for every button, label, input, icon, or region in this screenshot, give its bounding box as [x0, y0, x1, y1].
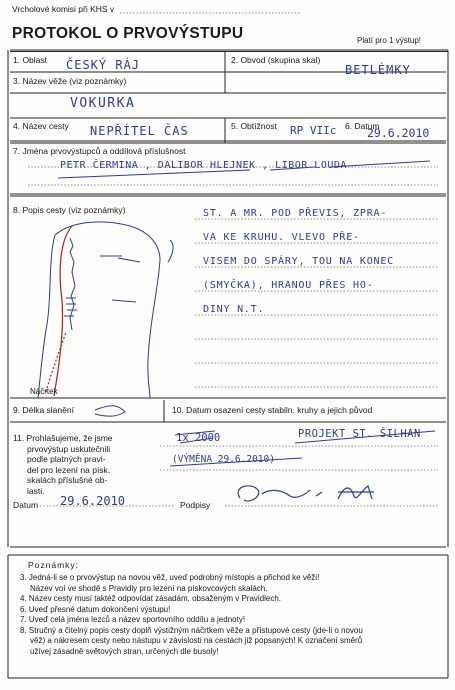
popis-label: 8. Popis cesty (viz poznámky) [13, 205, 126, 215]
prohlaseni-block [13, 433, 113, 496]
datum-value: 29.6.2010 [60, 494, 126, 508]
vez-label: 3. Název věže (viz poznámky) [13, 76, 127, 86]
delka-label: 9. Délka slanění [13, 405, 74, 415]
oblast-value: ČESKÝ RÁJ [66, 58, 141, 72]
prohlaseni-line: 11. Prohlašujeme, že jsme [13, 433, 113, 443]
note-item: Název voí ve shodě s Pravidly pro lezení na pískovcových skalách. [30, 583, 268, 593]
datum-label: Datum [13, 500, 39, 510]
note-item: 8. Stručný a čitelný popis cesty doplň výstižným náčrtkem věže a přístupové cesty (jde-li o novou [20, 625, 363, 635]
prohlaseni-line: prvovýstup uskutečnili [27, 443, 111, 454]
signatures [238, 486, 374, 501]
rappel-scribble [95, 406, 125, 416]
datum6-value: 29.6.2010 [367, 126, 430, 140]
cesta-value: NEPŘÍTEL ČAS [90, 124, 189, 138]
note-item: užívej zásadně světových stran, určených dle busoly! [30, 646, 219, 656]
route-line [46, 226, 72, 396]
page-title: PROTOKOL O PRVOVÝSTUPU [12, 25, 244, 42]
popis-line-5: DINY N.T. [203, 304, 265, 315]
osazeni-label: 10. Datum osazení cesty stabiln. kruhy a jejich původ [172, 405, 373, 415]
prohlaseni-line: podle platných pravi- [27, 454, 106, 464]
podpisy-label: Podpisy [180, 500, 211, 510]
obtiznost-value: RP VIIc [290, 124, 337, 137]
popis-line-2: VA KE KRUHU. VLEVO PŘE- [203, 232, 360, 243]
note-item: věž) a nákresem cesty nebo nástupu v závislosti na cestách již popsaných! K označení směrů [30, 636, 363, 645]
note-item: 3. Jedná-li se o prvovýstup na novou věž, uveď podrobný místopis a přichod ke věži! [20, 573, 320, 582]
popis-line-4: (SMYČKA), HRANOU PŘES HO- [203, 280, 374, 291]
osazeni-replacement: (VÝMĚNA 29.6.2010) [172, 454, 275, 465]
prohlaseni-line: lasti. [27, 485, 45, 496]
jmena-value: PETR ČERMINA , DALIBOR HLEJNEK , LIBOR LOUDA [60, 160, 347, 171]
note-item: 6. Uveď přesné datum dokončení výstupu! [20, 604, 171, 614]
osazeni-count: 1x 2000 [176, 432, 221, 444]
obtiznost-label: 5. Obtížnost [231, 121, 277, 131]
popis-line-1: ST. A MR. POD PŘEVIS, ZPRA- [203, 208, 388, 219]
popis-line-3: VISEM DO SPÁRY, TOU NA KONEC [203, 256, 394, 267]
notes-list [20, 573, 363, 657]
jmena-label: 7. Jména prvovýstupců a oddílová příslušnost [13, 146, 186, 156]
prohlaseni-line: del pro lezení na písk. [27, 464, 111, 475]
note-item: 4. Název cesty musí taktéž odpovídat zásadám, obsaženým v Pravidlech. [20, 594, 282, 603]
prohlaseni-line: skalách příslušné ob- [27, 475, 108, 485]
cesta-label: 4. Název cesty [13, 121, 69, 131]
route-marks [64, 298, 77, 316]
obvod-value: BETLÉMKY [345, 63, 411, 77]
oblast-label: 1. Oblast [13, 55, 48, 65]
obvod-label: 2. Obvod (skupina skal) [231, 55, 321, 65]
committee-label: Vrcholové komisi při KHS v [12, 4, 115, 14]
note-item: 7. Uveď celá jména lezců a název sportovního oddílu a jednoty! [20, 615, 246, 624]
osazeni-project: PROJEKT ST. ŠILHAN [298, 428, 421, 440]
nacrtek-label: Náčrtek [30, 387, 58, 396]
valid-note: Platí pro 1 výstup! [357, 36, 422, 45]
datum6-label: 6. Datum [345, 121, 380, 131]
notes-title: Poznámky: [28, 560, 80, 570]
vez-value: VOKURKA [70, 96, 136, 111]
